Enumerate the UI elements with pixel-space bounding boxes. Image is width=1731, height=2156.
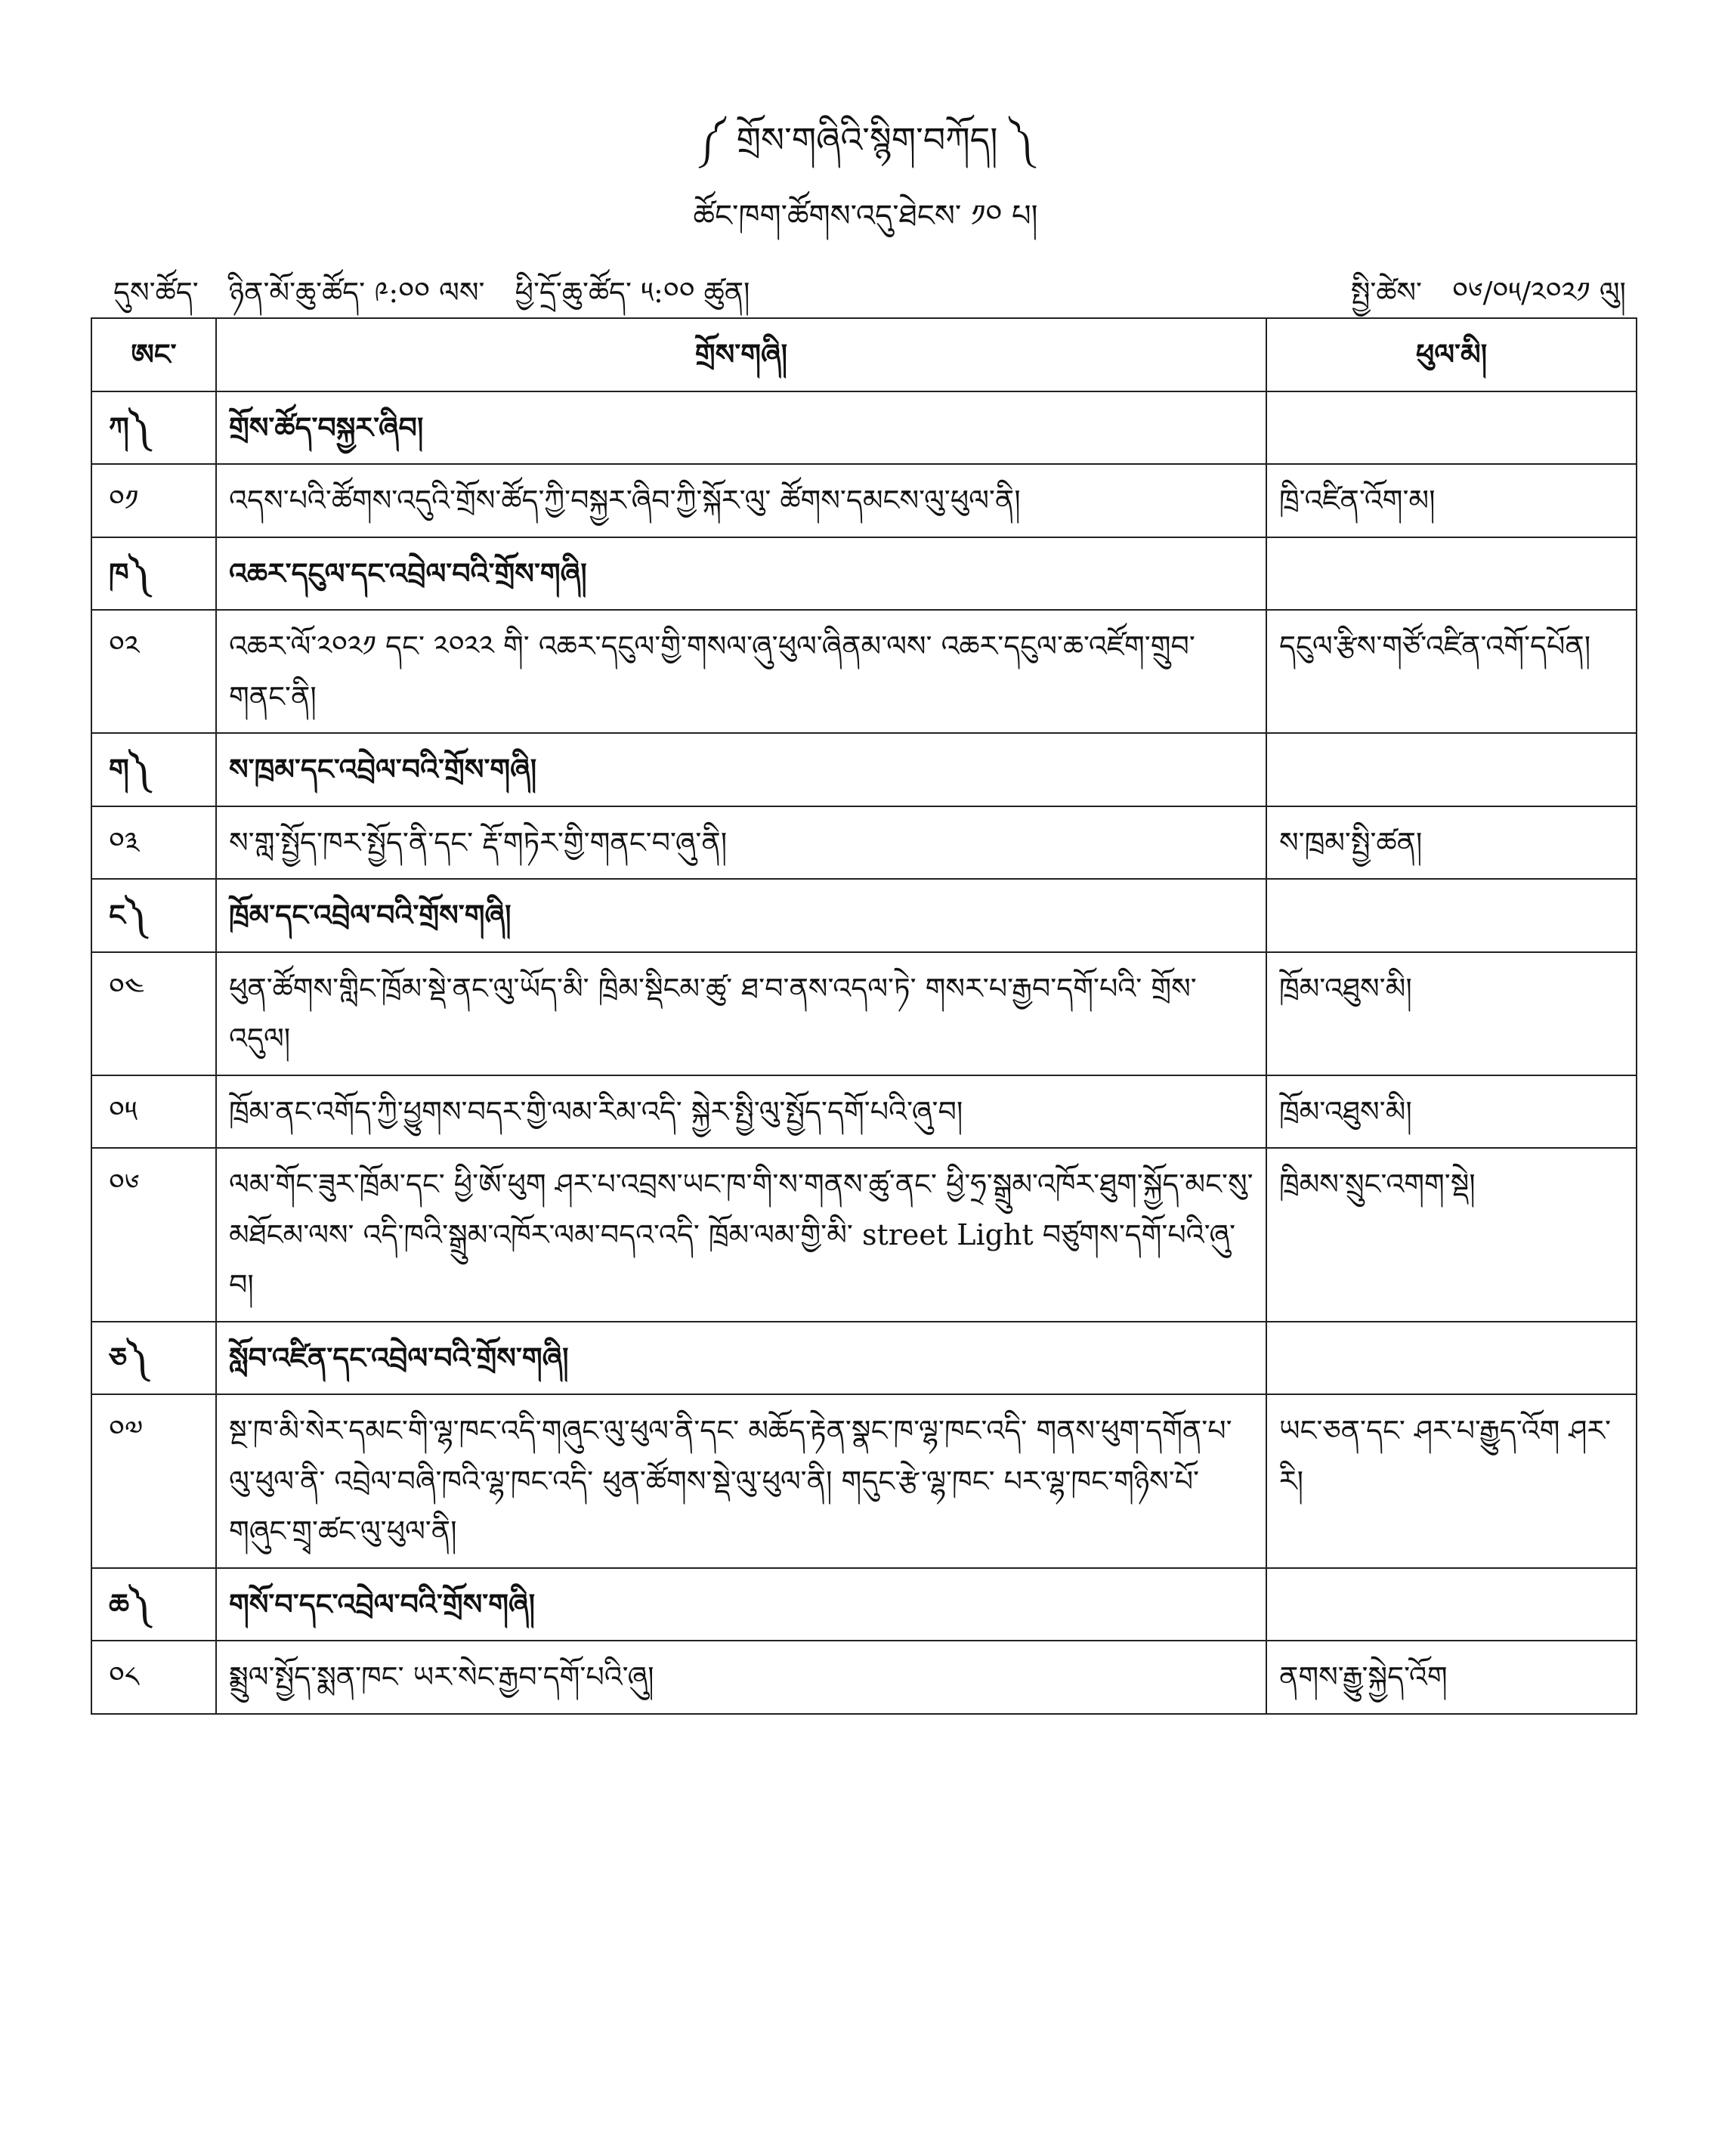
header-agenda: གྲོས་གཞི། <box>216 318 1266 391</box>
table-row <box>91 1641 1637 1714</box>
time-label: དུས་ཚོད་ <box>113 276 199 309</box>
row-agenda-text: ཕུན་ཚོགས་གླིང་ཁྲོམ་སྡེ་ནང་ལུ་ཡོད་མི་ ཁྲིམ་སྡིངམ་ཚུ་ ཐ་བ་ནས་འདལ་ཏེ་ གསར་པ་རྒྱབ་དགོ་པའི་ གྲོས་འདུལ། <box>216 952 1266 1075</box>
document-title: ༼ གྲོས་གཞིའི་སྙིག་བཀོད། ༽ <box>697 119 1034 160</box>
table-row <box>91 1148 1637 1322</box>
row-agenda-text: འདས་པའི་ཚོགས་འདུའི་གྲོས་ཚོད་ཀྱི་བསྐྱར་ཞིབ་ཀྱི་སྐོར་ལུ་ ཚོགས་དམངས་ལུ་ཕུལ་ནི། <box>216 464 1266 537</box>
row-presenter <box>1266 391 1637 465</box>
meeting-title: ཚོང་ཁག་ཚོགས་འདུ་ཐེངས་ ༡༠ པ། <box>693 199 1038 234</box>
row-agenda-text: ས་གླ་སྤྱོད་ཁར་སྤྱོད་ནི་དང་ རྡོ་གཏེར་གྱི་གནང་བ་ཞུ་ནི། <box>216 806 1266 880</box>
row-number: ༠༢ <box>91 610 216 733</box>
row-agenda-text: ས་ཁྲམ་དང་འབྲེལ་བའི་གྲོས་གཞི། <box>216 733 1266 806</box>
row-agenda-text: གསོ་བ་དང་འབྲེལ་བའི་གྲོས་གཞི། <box>216 1568 1266 1641</box>
row-presenter <box>1266 1322 1637 1395</box>
row-number: ཁ༽ <box>91 537 216 611</box>
row-presenter <box>1266 1568 1637 1641</box>
row-presenter: ཁྲོམ་འཐུས་མི། <box>1266 952 1637 1075</box>
section-row <box>91 1322 1637 1395</box>
row-number: ཅ༽ <box>91 1322 216 1395</box>
row-number: ཆ༽ <box>91 1568 216 1641</box>
row-number: ༠༥ <box>91 1075 216 1149</box>
row-presenter: དངུལ་རྩིས་གཙོ་འཛིན་འགོ་དཔོན། <box>1266 610 1637 733</box>
row-number: ང༽ <box>91 879 216 952</box>
row-presenter: ཁྲོམ་འཐུས་མི། <box>1266 1075 1637 1149</box>
table-row <box>91 610 1637 733</box>
row-presenter: ས་ཁྲམ་སྤྱི་ཚན། <box>1266 806 1637 880</box>
row-presenter <box>1266 537 1637 611</box>
row-agenda-text: འཆར་དངུལ་དང་འབྲེལ་བའི་གྲོས་གཞི། <box>216 537 1266 611</box>
section-row <box>91 733 1637 806</box>
row-agenda-text: ཁྲོམ་ནང་འགོད་ཀྱི་ཕྱུགས་བདར་གྱི་ལམ་རིམ་འདི་ སྐྱེར་སྤྱི་ལུ་སྤྱོད་དགོ་པའི་ཞུ་བ། <box>216 1075 1266 1149</box>
date-value: ༠༦/༠༥/༢༠༢༡ ལུ། <box>1452 276 1626 309</box>
row-number: ༠༣ <box>91 806 216 880</box>
row-presenter <box>1266 879 1637 952</box>
time-from: ཉིན་མོ་ཆུ་ཚོད་ ༩:༠༠ ལས་ <box>228 276 485 309</box>
row-presenter: ནགས་རྒྱུ་སྐྱེད་འོག <box>1266 1641 1637 1714</box>
row-number: ༠༧ <box>91 1394 216 1568</box>
row-agenda-text: སློབ་འཛིན་དང་འབྲེལ་བའི་གྲོས་གཞི། <box>216 1322 1266 1395</box>
header-presenter: ཕུལ་མི། <box>1266 318 1637 391</box>
row-number: ༠༨ <box>91 1641 216 1714</box>
section-row <box>91 1568 1637 1641</box>
table-row <box>91 464 1637 537</box>
row-presenter: ཁྲིམས་སྲུང་འགག་སྡེ། <box>1266 1148 1637 1322</box>
row-agenda-text: ཁྲོམ་དང་འབྲེལ་བའི་གྲོས་གཞི། <box>216 879 1266 952</box>
row-presenter: ཁྲི་འཛིན་འོག་མ། <box>1266 464 1637 537</box>
table-header-row <box>91 318 1637 391</box>
row-agenda-text: འཆར་ལོ་༢༠༢༡ དང་ ༢༠༢༢ གི་ འཆར་དངུལ་གྱི་གསལ་ཞུ་ཕུལ་ཞིནམ་ལས་ འཆར་དངུལ་ཆ་འཛོག་གྲུབ་གནང་ནི། <box>216 610 1266 733</box>
table-row <box>91 1394 1637 1568</box>
section-row <box>91 879 1637 952</box>
row-number: ༠༤ <box>91 952 216 1075</box>
section-row <box>91 391 1637 465</box>
date-label: སྤྱི་ཚེས་ <box>1350 276 1423 309</box>
row-agenda-text: སྨྲུལ་སྤྱོད་སྨན་ཁང་ ཡར་སེང་རྒྱབ་དགོ་པའི་ཞུ། <box>216 1641 1266 1714</box>
section-row <box>91 537 1637 611</box>
table-row <box>91 1075 1637 1149</box>
table-row <box>91 952 1637 1075</box>
time-to: ཕྱི་དྲོ་ཆུ་ཚོད་ ༥:༠༠ ཚུན། <box>515 276 750 309</box>
row-agenda-text: གྲོས་ཚོད་བསྐྱར་ཞིབ། <box>216 391 1266 465</box>
row-agenda-text: སྔ་ཁ་མི་སེར་དམང་གི་ལྷ་ཁང་འདི་གཞུང་ལུ་ཕུལ་ནི་དང་ མཆོད་རྟེན་སྣང་ཁ་ལྷ་ཁང་འདི་ གནས་ཕུག་དགོན་པ་ལུ་ཕུལ་ནི་ འབྲེལ་བཞི་ཁའི་ལྷ་ཁང་འདི་ ཕུན་ཚོགས་སྡེ་ལུ་ཕུལ་ནི། གདུང་རྩེ་ལྷ་ཁང་ པར་ལྷ་ཁང་གཉིས་པོ་ གཞུང་གྲྭ་ཚང་ལུ་ཕུལ་ནི། <box>216 1394 1266 1568</box>
agenda-table <box>91 317 1637 1715</box>
agenda-body <box>91 391 1637 1714</box>
row-agenda-text: ལམ་གོང་ཟུར་ཁྲོམ་དང་ ཕྱི་ཨོ་ཕུག ཤར་པ་འབྲས་ཡང་ཁ་གི་ས་གནས་ཚུ་ནང་ ཕྱི་ཧྲ་སྒྲུམ་འཁོར་ཐུག་སྐྱོད་མང་སུ་མཐོངམ་ལས་ འདི་ཁའི་སྒྲུམ་འཁོར་ལམ་བདའ་འདི་ ཁྲོམ་ལམ་གྱི་མི་ street Light བཙུགས་དགོ་པའི་ཞུ་བ། <box>216 1148 1266 1322</box>
row-presenter: ཡང་ཅན་དང་ ཤར་པ་རྒྱུད་འོག ཤར་རི། <box>1266 1394 1637 1568</box>
row-number: ༠༡ <box>91 464 216 537</box>
table-row <box>91 806 1637 880</box>
row-number: ག༽ <box>91 733 216 806</box>
row-presenter <box>1266 733 1637 806</box>
row-number: ༠༦ <box>91 1148 216 1322</box>
row-number: ཀ༽ <box>91 391 216 465</box>
header-number: ཨང་ <box>91 318 216 391</box>
